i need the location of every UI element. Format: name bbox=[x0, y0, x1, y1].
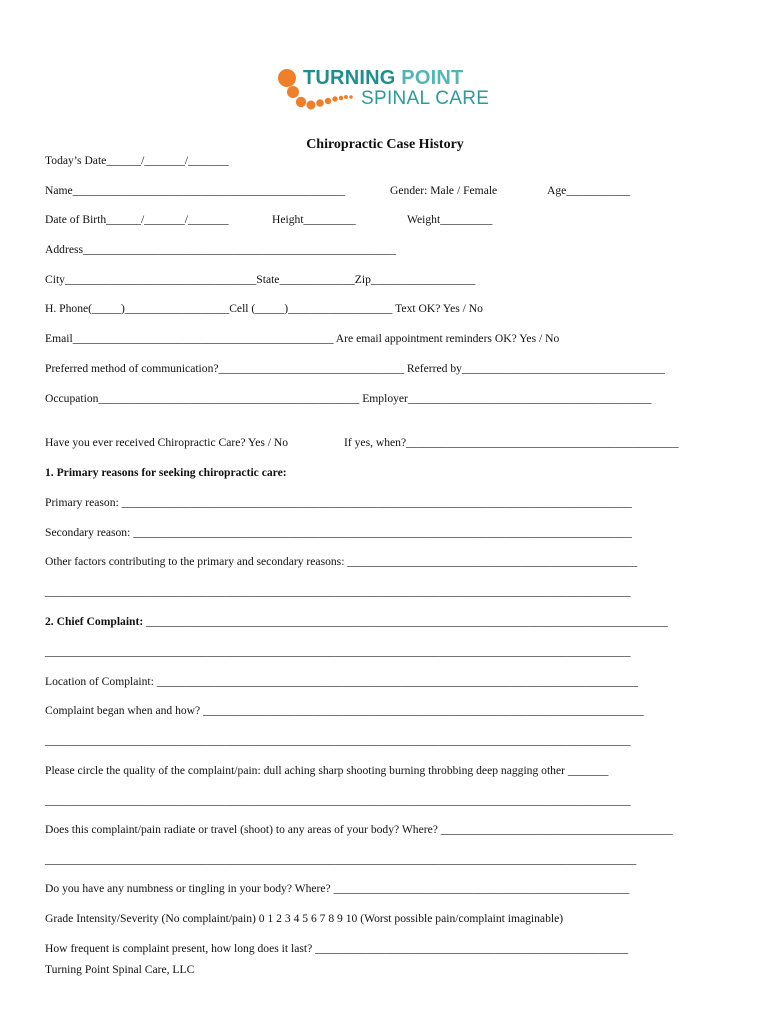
other-factors-field[interactable]: Other factors contributing to the primary and secondary reasons: __________________________________________________ bbox=[45, 555, 638, 568]
frequency-field[interactable]: How frequent is complaint present, how long does it last? ______________________________________________________ bbox=[45, 942, 629, 955]
date-of-birth-field[interactable]: Date of Birth______/_______/_______ bbox=[45, 213, 229, 226]
gender-field[interactable]: Gender: Male / Female bbox=[390, 184, 498, 197]
email-field[interactable]: Email_____________________________________________ Are email appointment reminders OK? Yes / No bbox=[45, 332, 560, 345]
footer-company-name: Turning Point Spinal Care, LLC bbox=[45, 963, 195, 976]
chiropractic-care-question[interactable]: Have you ever received Chiropractic Care? Yes / No bbox=[45, 436, 289, 449]
occupation-field[interactable]: Occupation_____________________________________________ Employer__________________________________________ bbox=[45, 392, 652, 405]
radiate-field[interactable]: Does this complaint/pain radiate or travel (shoot) to any areas of your body? Where? ________________________________________ bbox=[45, 823, 673, 836]
logo-line-2: SPINAL CARE bbox=[361, 88, 490, 109]
secondary-reason-field[interactable]: Secondary reason: ______________________________________________________________________________________ bbox=[45, 526, 632, 539]
age-field[interactable]: Age___________ bbox=[547, 184, 631, 197]
section-2-heading: 2. Chief Complaint: bbox=[45, 615, 144, 628]
numbness-field[interactable]: Do you have any numbness or tingling in your body? Where? ___________________________________________________ bbox=[45, 882, 630, 895]
primary-reason-field[interactable]: Primary reason: ________________________________________________________________________________________ bbox=[45, 496, 632, 509]
logo-word-turning: TURNING bbox=[303, 67, 396, 89]
if-yes-when-field[interactable]: If yes, when?_______________________________________________ bbox=[344, 436, 679, 449]
phone-field[interactable]: H. Phone(_____)__________________Cell (_____)__________________ Text OK? Yes / No bbox=[45, 302, 483, 315]
form-title: Chiropractic Case History bbox=[306, 137, 464, 152]
location-of-complaint-field[interactable]: Location of Complaint: ___________________________________________________________________________________ bbox=[45, 675, 638, 688]
todays-date-field[interactable]: Today’s Date______/_______/_______ bbox=[45, 154, 229, 167]
logo-word-point: POINT bbox=[401, 67, 464, 89]
blank-line[interactable]: _____________________________________________________________________________________________________ bbox=[45, 585, 631, 598]
blank-line[interactable]: _____________________________________________________________________________________________________ bbox=[45, 794, 631, 807]
preferred-communication-field[interactable]: Preferred method of communication?________________________________ Referred by___________________________________ bbox=[45, 362, 665, 375]
pain-quality-options[interactable]: Please circle the quality of the complaint/pain: dull aching sharp shooting burning throbbing deep nagging other _______ bbox=[45, 764, 609, 777]
blank-line[interactable]: _____________________________________________________________________________________________________ bbox=[45, 645, 631, 658]
company-logo bbox=[276, 66, 506, 114]
weight-field[interactable]: Weight_________ bbox=[407, 213, 493, 226]
chief-complaint-line[interactable]: __________________________________________________________________________________________ bbox=[143, 615, 668, 628]
chief-complaint-field[interactable] bbox=[45, 615, 668, 628]
name-field[interactable]: Name_______________________________________________ bbox=[45, 184, 346, 197]
city-state-zip-field[interactable]: City_________________________________State_____________Zip__________________ bbox=[45, 273, 476, 286]
section-1-heading: 1. Primary reasons for seeking chiropractic care: bbox=[45, 466, 287, 479]
logo-line-1 bbox=[303, 67, 463, 90]
blank-line[interactable]: ______________________________________________________________________________________________________ bbox=[45, 853, 637, 866]
blank-line[interactable]: _____________________________________________________________________________________________________ bbox=[45, 734, 631, 747]
height-field[interactable]: Height_________ bbox=[272, 213, 356, 226]
severity-scale[interactable]: Grade Intensity/Severity (No complaint/pain) 0 1 2 3 4 5 6 7 8 9 10 (Worst possible pain/complaint imaginable) bbox=[45, 912, 564, 925]
address-field[interactable]: Address______________________________________________________ bbox=[45, 243, 397, 256]
complaint-began-field[interactable]: Complaint began when and how? ____________________________________________________________________________ bbox=[45, 704, 644, 717]
